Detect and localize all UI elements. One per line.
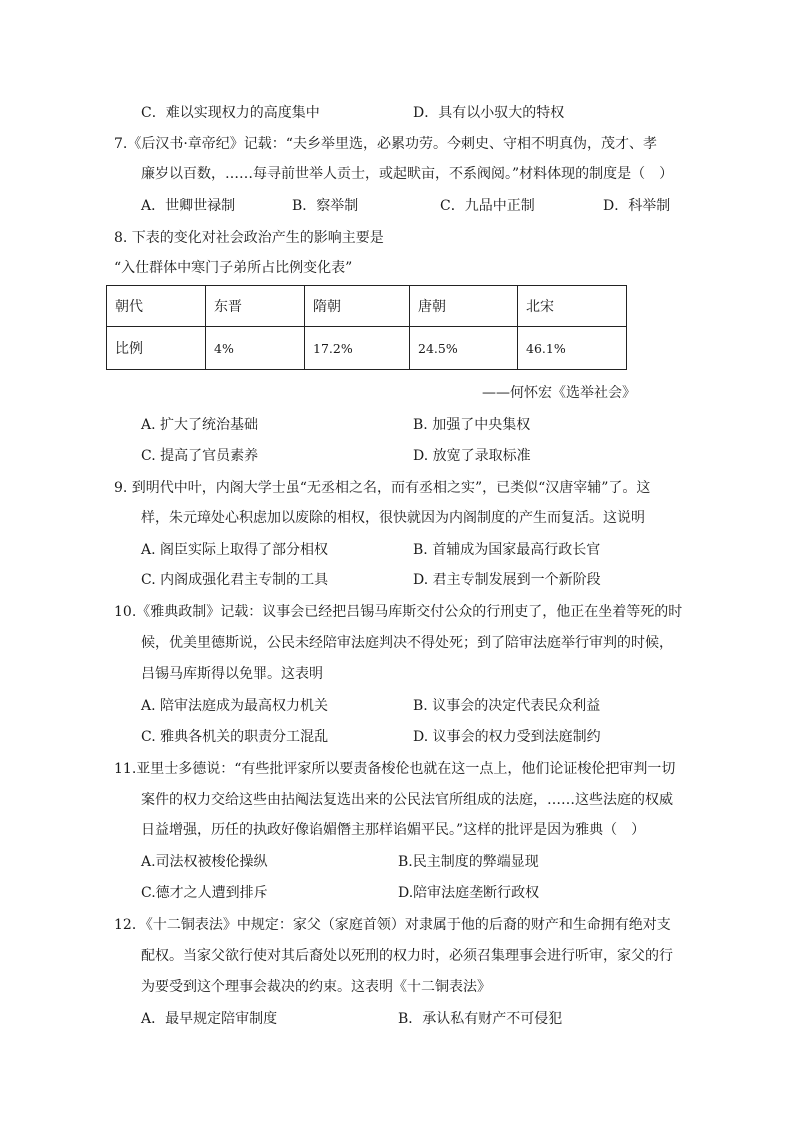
q6-option-c: C．难以实现权力的高度集中	[141, 105, 320, 121]
q9-option-b: B. 首辅成为国家最高行政长官	[413, 542, 601, 558]
q8-table-title: “入仕群体中寒门子弟所占比例变化表”	[114, 260, 353, 276]
table-cell: 46.1%	[518, 327, 627, 370]
q9-stem-line2: 样，朱元璋处心积虑加以废除的相权，很快就因为内阁制度的产生而复活。这说明	[141, 510, 645, 526]
q10-option-b: B. 议事会的决定代表民众利益	[413, 698, 601, 714]
q8-option-c: C. 提高了官员素养	[141, 448, 259, 464]
q7-option-b: B．察举制	[292, 198, 359, 214]
table-header-row	[107, 286, 627, 327]
q8-option-d: D. 放宽了录取标准	[413, 448, 531, 464]
q10-option-d: D. 议事会的权力受到法庭制约	[413, 729, 601, 745]
q8-source: ——何怀宏《选举社会》	[482, 385, 636, 401]
table-header-cell: 北宋	[518, 286, 627, 327]
table-header-cell: 唐朝	[410, 286, 518, 327]
q12-stem-line1: 12．《十二铜表法》中规定：家父（家庭首领）对隶属于他的后裔的财产和生命拥有绝对支	[114, 917, 671, 933]
q9-option-c: C. 内阁成强化君主专制的工具	[141, 572, 329, 588]
q8-ratio-table	[106, 285, 627, 370]
q11-stem-line1: 11.亚里士多德说：“有些批评家所以要责备梭伦也就在这一点上，他们论证梭伦把审判一切	[114, 761, 676, 777]
q12-stem-line2: 配权。当家父欲行使对其后裔处以死刑的权力时，必须召集理事会进行听审，家父的行	[141, 948, 673, 964]
q8-stem: 8. 下表的变化对社会政治产生的影响主要是	[114, 230, 384, 246]
q10-option-a: A. 陪审法庭成为最高权力机关	[141, 698, 329, 714]
table-row	[107, 327, 627, 370]
q12-stem-line3: 为要受到这个理事会裁决的约束。这表明《十二铜表法》	[141, 979, 491, 995]
q7-option-a: A．世卿世禄制	[141, 198, 236, 214]
q8-option-a: A. 扩大了统治基础	[141, 417, 259, 433]
q12-option-a: A．最早规定陪审制度	[141, 1011, 278, 1027]
q11-option-a: A.司法权被梭伦操纵	[141, 854, 268, 870]
q9-option-d: D. 君主专制发展到一个新阶段	[413, 572, 601, 588]
table-cell: 24.5%	[410, 327, 518, 370]
table-cell: 17.2%	[305, 327, 410, 370]
q11-stem-line3: 日益增强，历任的执政好像谄媚僭主那样谄媚平民。”这样的批评是因为雅典（ ）	[141, 822, 646, 838]
q11-stem-line2: 案件的权力交给这些由拈阄法复选出来的公民法官所组成的法庭，……这些法庭的权威	[141, 792, 673, 808]
q7-option-c: C．九品中正制	[440, 198, 535, 214]
table-header-cell: 东晋	[206, 286, 305, 327]
q10-stem-line1: 10.《雅典政制》记载：议事会已经把吕锡马库斯交付公众的行刑吏了，他正在坐着等死的时	[114, 604, 683, 620]
table-cell: 比例	[107, 327, 206, 370]
q7-option-d: D．科举制	[603, 198, 671, 214]
q10-stem-line3: 吕锡马库斯得以免罪。这表明	[141, 666, 323, 682]
q7-stem-line1: 7.《后汉书·章帝纪》记载：“夫乡举里选，必累功劳。今刺史、守相不明真伪，茂才、孝	[114, 136, 657, 152]
q11-option-c: C.德才之人遭到排斥	[141, 885, 268, 901]
table-header-cell: 隋朝	[305, 286, 410, 327]
q11-option-b: B.民主制度的弊端显现	[398, 854, 539, 870]
q6-option-d: D．具有以小驭大的特权	[413, 105, 565, 121]
q9-option-a: A. 阁臣实际上取得了部分相权	[141, 542, 329, 558]
table-header-cell: 朝代	[107, 286, 206, 327]
q8-option-b: B. 加强了中央集权	[413, 417, 531, 433]
q9-stem-line1: 9. 到明代中叶，内阁大学士虽“无丞相之名，而有丞相之实”，已类似“汉唐宰辅”了。这	[114, 480, 651, 496]
q7-stem-line2: 廉岁以百数，……每寻前世举人贡士，或起畎亩，不系阀阅。”材料体现的制度是（ ）	[141, 166, 674, 182]
q11-option-d: D.陪审法庭垄断行政权	[398, 885, 540, 901]
q12-option-b: B．承认私有财产不可侵犯	[398, 1011, 563, 1027]
q10-option-c: C. 雅典各机关的职责分工混乱	[141, 729, 329, 745]
table-cell: 4%	[206, 327, 305, 370]
q10-stem-line2: 候，优美里德斯说，公民未经陪审法庭判决不得处死；到了陪审法庭举行审判的时候，	[141, 635, 673, 651]
